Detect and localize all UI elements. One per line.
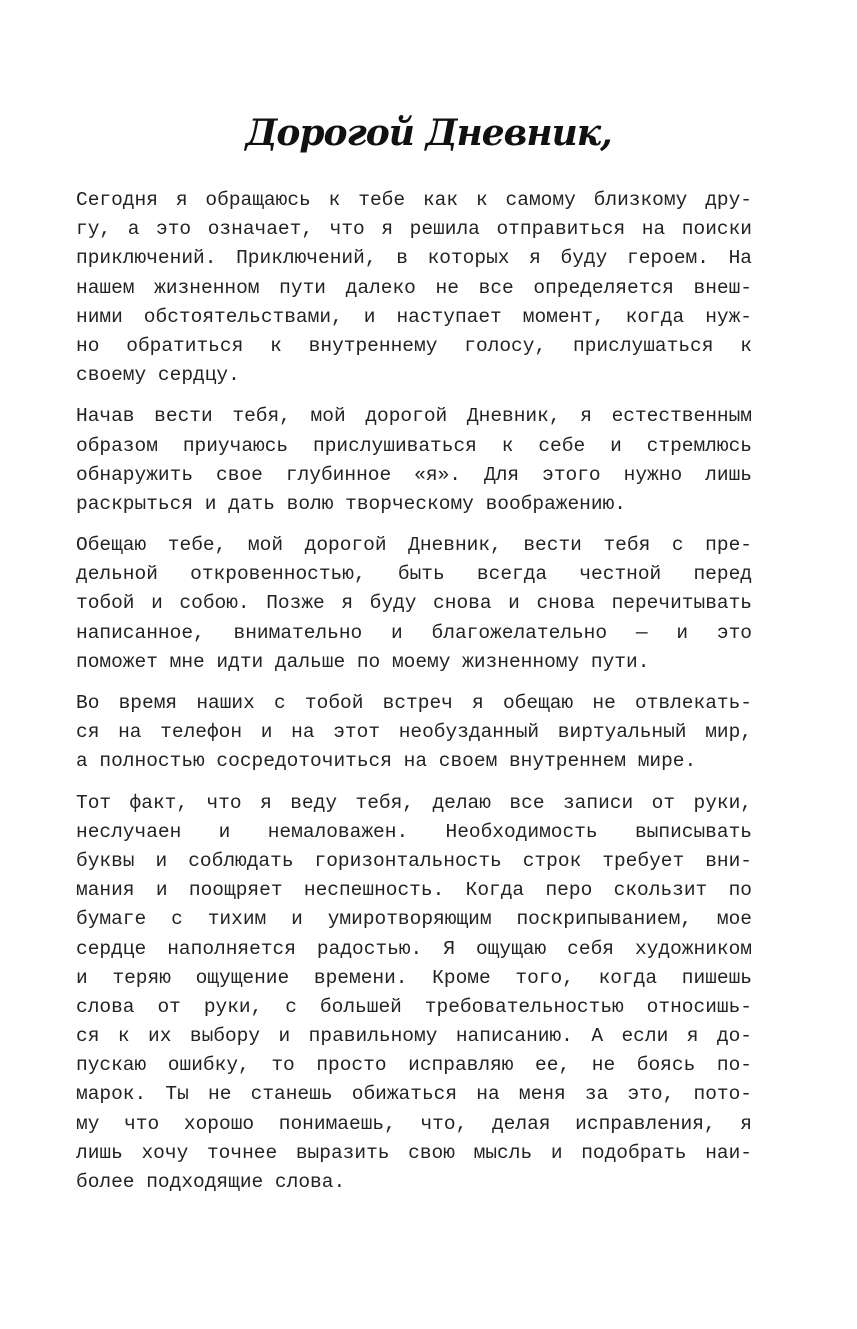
text-line: буквы и соблюдать горизонтальность строк требует вни-	[76, 849, 752, 872]
text-line: Тот факт, что я веду тебя, делаю все записи от руки,	[76, 791, 752, 814]
text-line: сердце наполняется радостью. Я ощущаю себя художником	[76, 937, 752, 960]
text-line: дельной откровенностью, быть всегда честной перед	[76, 563, 752, 586]
text-line: пускаю ошибку, то просто исправляю ее, не боясь по-	[76, 1054, 752, 1077]
text-line: тобой и собою. Позже я буду снова и снова перечитывать	[76, 592, 752, 615]
text-line: а полностью сосредоточиться на своем внутреннем мире.	[76, 750, 697, 773]
text-line: ся к их выбору и правильному написанию. А если я до-	[76, 1025, 752, 1048]
text-line: более подходящие слова.	[76, 1171, 346, 1193]
text-line: образом приучаюсь прислушиваться к себе и стремлюсь	[76, 434, 752, 457]
text-line: ся на телефон и на этот необузданный виртуальный мир,	[76, 721, 752, 744]
paragraph	[76, 689, 752, 777]
text-line: Сегодня я обращаюсь к тебе как к самому близкому дру-	[76, 189, 752, 211]
text-line: Во время наших с тобой встреч я обещаю не отвлекать-	[76, 692, 752, 714]
page-title: Дорогой Дневник,	[245, 112, 612, 154]
text-line: написанное, внимательно и благожелательно — и это	[76, 621, 752, 644]
paragraph	[76, 186, 752, 390]
text-line: приключений. Приключений, в которых я буду героем. На	[76, 247, 752, 270]
text-line: ними обстоятельствами, и наступает момент, когда нуж-	[76, 305, 752, 328]
text-line: слова от руки, с большей требовательностью относишь-	[76, 995, 752, 1018]
text-line: лишь хочу точнее выразить свою мысль и подобрать наи-	[76, 1141, 752, 1164]
text-line: Начав вести тебя, мой дорогой Дневник, я естественным	[76, 405, 752, 428]
paragraph	[76, 789, 752, 1198]
text-line: неслучаен и немаловажен. Необходимость выписывать	[76, 820, 752, 843]
text-line: и теряю ощущение времени. Кроме того, когда пишешь	[76, 966, 752, 989]
text-line: мания и поощряет неспешность. Когда перо скользит по	[76, 879, 752, 902]
body-text	[76, 186, 752, 1209]
text-line: обнаружить свое глубинное «я». Для этого нужно лишь	[76, 463, 752, 486]
paragraph	[76, 402, 752, 519]
text-line: му что хорошо понимаешь, что, делая исправления, я	[76, 1112, 752, 1135]
paragraph	[76, 531, 752, 677]
text-line: нашем жизненном пути далеко не все определяется внеш-	[76, 276, 752, 299]
text-line: марок. Ты не станешь обижаться на меня за это, пото-	[76, 1083, 752, 1106]
text-line: гу, а это означает, что я решила отправиться на поиски	[76, 218, 752, 241]
text-line: поможет мне идти дальше по моему жизненному пути.	[76, 650, 650, 673]
text-line: раскрыться и дать волю творческому воображению.	[76, 492, 626, 515]
text-line: своему сердцу.	[76, 364, 240, 387]
text-line: бумаге с тихим и умиротворяющим поскрипыванием, мое	[76, 908, 752, 931]
text-line: но обратиться к внутреннему голосу, прислушаться к	[76, 334, 752, 357]
text-line: Обещаю тебе, мой дорогой Дневник, вести тебя с пре-	[76, 534, 752, 557]
